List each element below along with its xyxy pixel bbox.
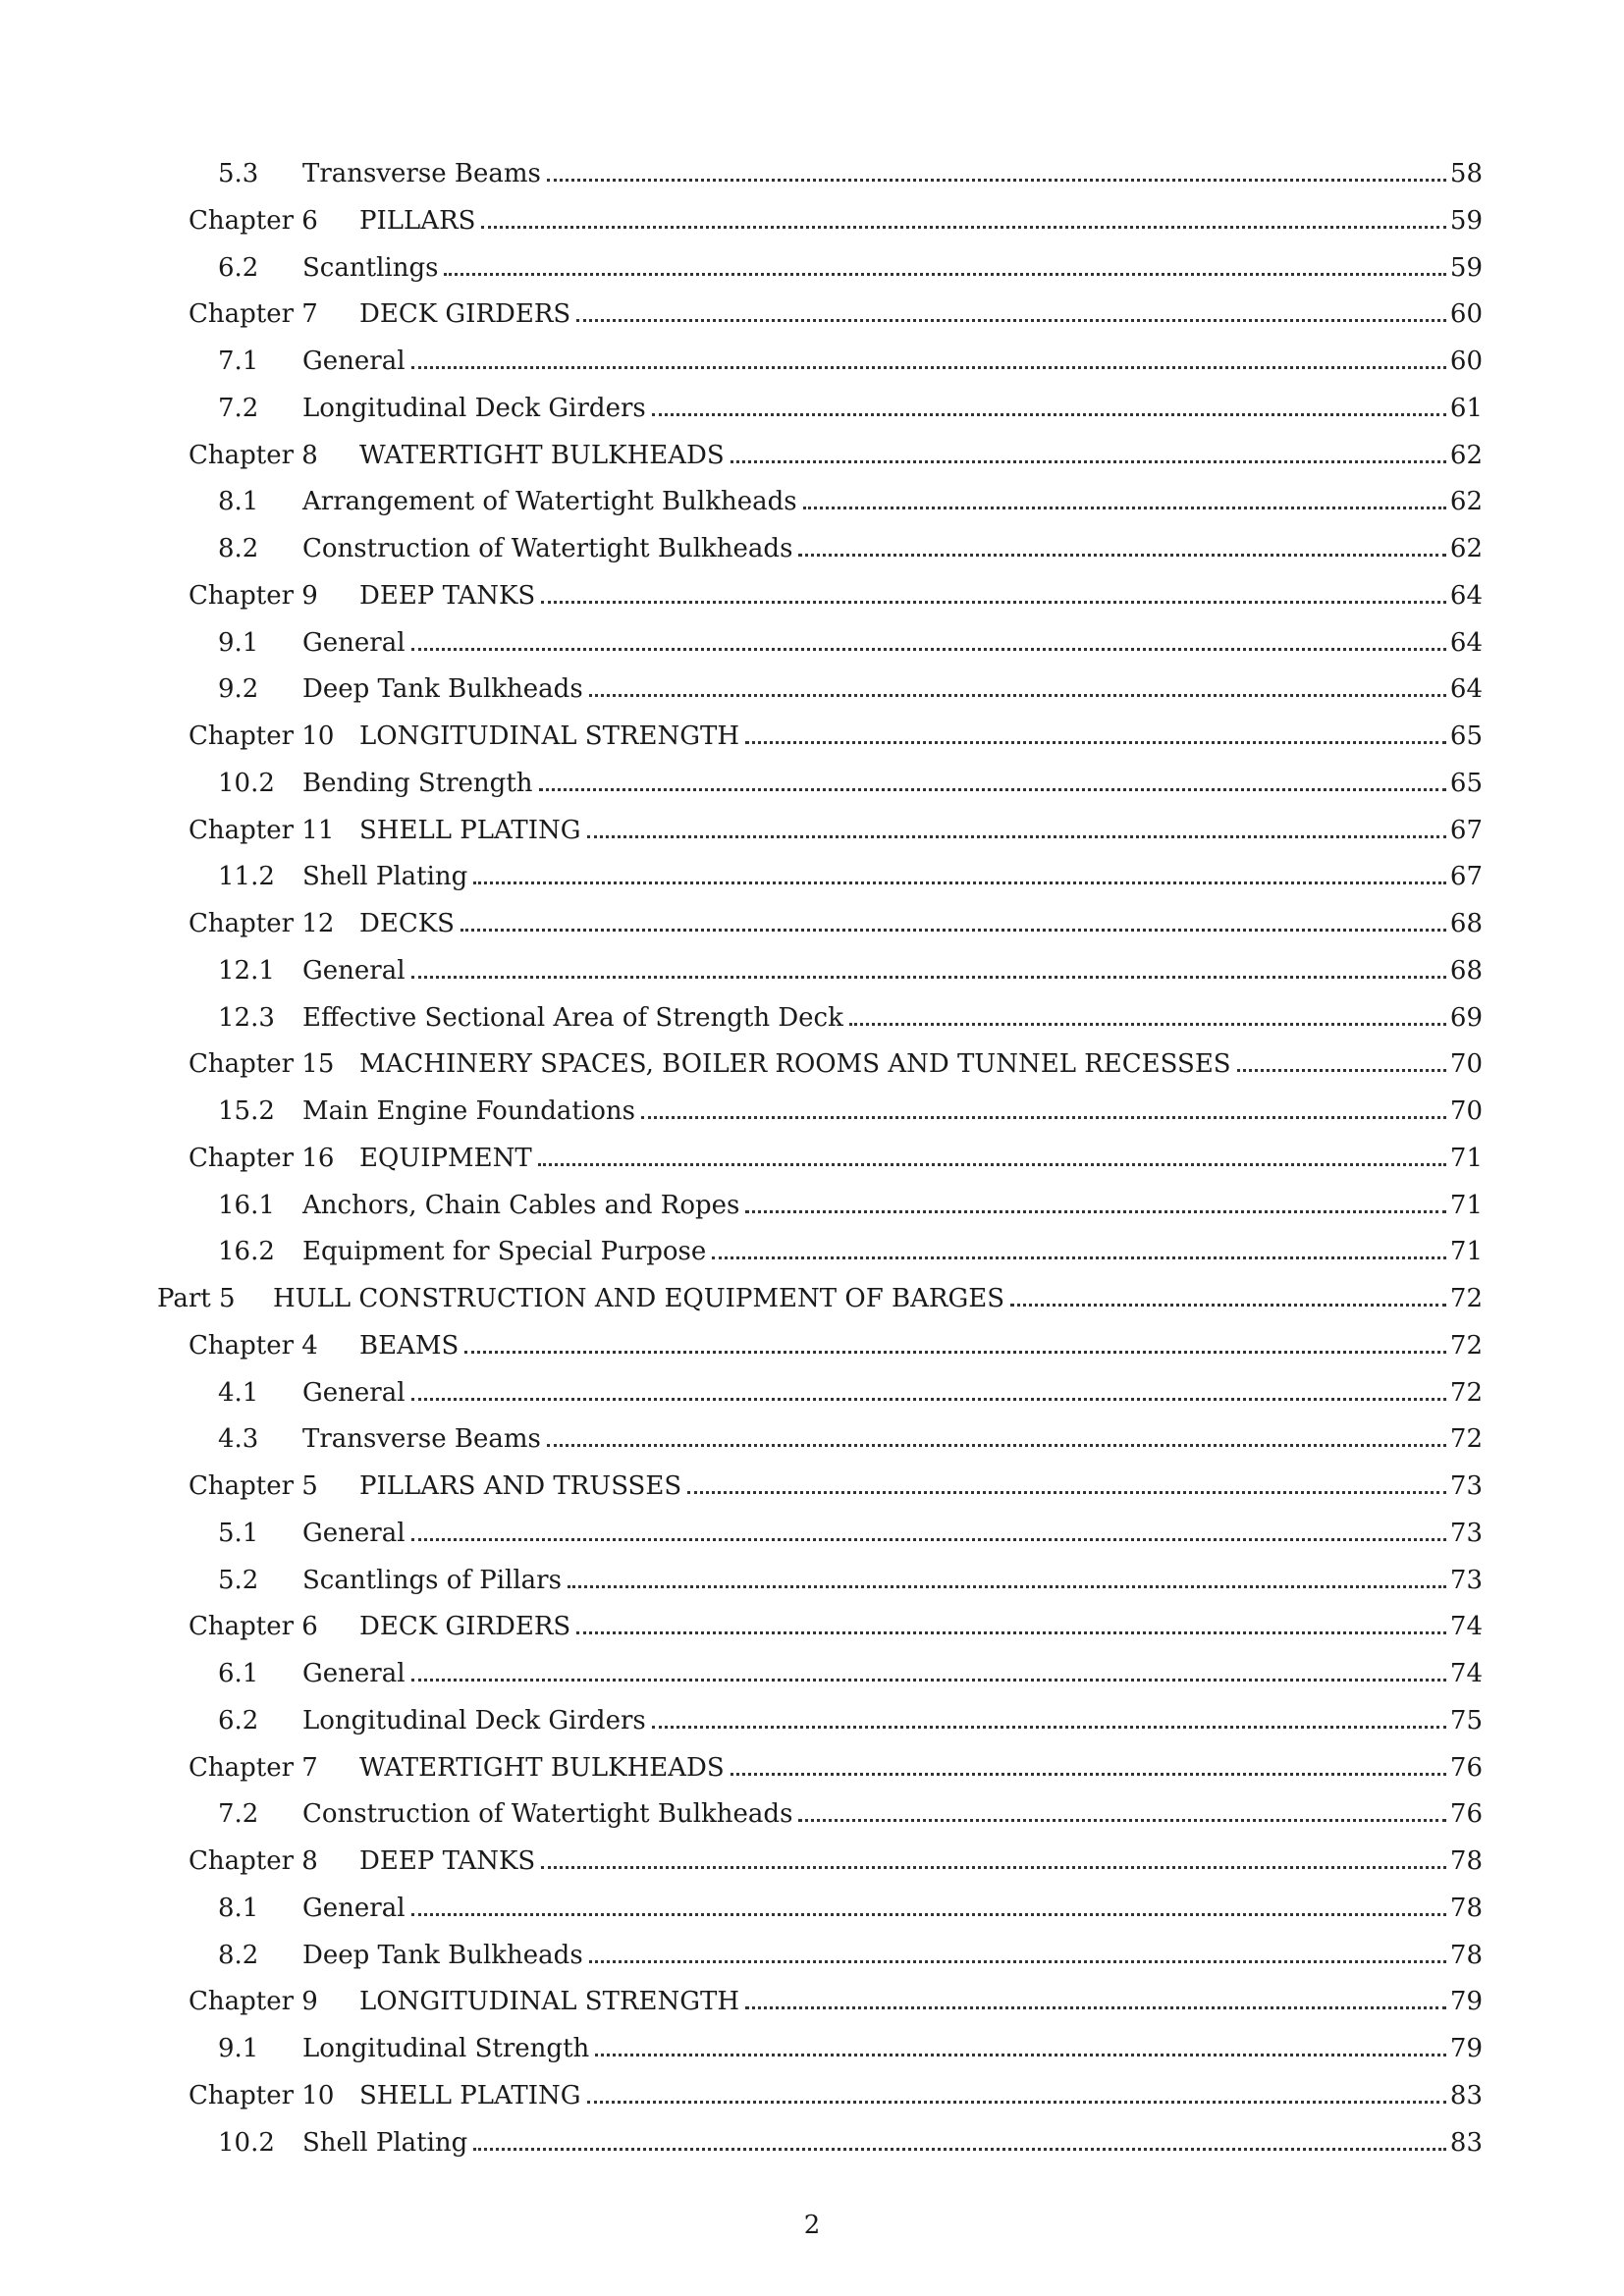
dot-leader (539, 788, 1446, 791)
toc-entry-title: Anchors, Chain Cables and Ropes (302, 1190, 740, 1220)
toc-entry-title: DEEP TANKS (359, 1846, 536, 1876)
toc-entry-title: General (302, 1659, 406, 1688)
toc-entry-section[interactable] (218, 243, 1483, 283)
toc-entry-page: 65 (1449, 768, 1483, 798)
toc-entry-title: Deep Tank Bulkheads (302, 674, 583, 705)
toc-entry-number: Chapter 6 (189, 205, 318, 236)
toc-entry-page: 58 (1449, 159, 1483, 188)
toc-entry-chapter[interactable] (189, 1977, 1483, 2016)
toc-entry-number: 7.1 (218, 347, 259, 376)
toc-entry-chapter[interactable] (189, 1040, 1483, 1079)
toc-entry-number: Chapter 12 (189, 909, 335, 938)
toc-entry-title: Scantlings of Pillars (302, 1565, 562, 1595)
toc-entry-page: 64 (1449, 580, 1483, 611)
dot-leader (687, 1491, 1446, 1494)
toc-entry-page: 72 (1449, 1284, 1483, 1313)
toc-entry-number: 4.1 (218, 1377, 259, 1408)
toc-entry-page: 74 (1449, 1612, 1483, 1642)
toc-entry-title: General (302, 1518, 406, 1548)
dot-leader (464, 1351, 1446, 1354)
toc-entry-number: Chapter 15 (189, 1049, 335, 1080)
toc-entry-title: General (302, 955, 406, 986)
toc-entry-page: 62 (1449, 440, 1483, 470)
dot-leader (589, 694, 1446, 697)
toc-entry-section[interactable] (218, 946, 1483, 986)
toc-entry-section[interactable] (218, 2024, 1483, 2063)
toc-entry-number: Chapter 11 (189, 815, 335, 845)
toc-entry-title: Bending Strength (302, 768, 533, 798)
toc-entry-title: WATERTIGHT BULKHEADS (359, 440, 725, 470)
toc-entry-number: 7.2 (218, 393, 259, 423)
toc-entry-number: 5.2 (218, 1565, 259, 1595)
dot-leader (411, 1679, 1446, 1682)
toc-entry-title: Longitudinal Strength (302, 2034, 590, 2063)
toc-entry-title: SHELL PLATING (359, 815, 581, 845)
toc-entry-title: BEAMS (359, 1330, 460, 1361)
toc-entry-number: Chapter 9 (189, 1987, 318, 2017)
toc-entry-page: 78 (1449, 1940, 1483, 1970)
toc-entry-title: Longitudinal Deck Girders (302, 1705, 646, 1735)
toc-entry-number: 5.3 (218, 159, 259, 188)
toc-entry-chapter[interactable] (189, 1134, 1483, 1173)
toc-entry-page: 68 (1449, 909, 1483, 938)
dot-leader (731, 1773, 1446, 1776)
toc-entry-page: 60 (1449, 299, 1483, 330)
toc-entry-title: LONGITUDINAL STRENGTH (359, 721, 740, 751)
toc-entry-number: Chapter 6 (189, 1612, 318, 1642)
toc-entry-chapter[interactable] (189, 431, 1483, 470)
dot-leader (652, 1726, 1446, 1729)
toc-entry-number: 8.2 (218, 534, 259, 563)
dot-leader (641, 1116, 1446, 1119)
toc-entry-section[interactable] (218, 2118, 1483, 2158)
toc-entry-number: 5.1 (218, 1518, 259, 1548)
toc-entry-section[interactable] (218, 618, 1483, 658)
toc-entry-number: Chapter 9 (189, 580, 318, 611)
dot-leader (411, 976, 1446, 979)
dot-leader (803, 507, 1446, 509)
toc-entry-number: Chapter 16 (189, 1143, 335, 1173)
dot-leader (745, 2006, 1446, 2009)
toc-entry-number: Chapter 4 (189, 1330, 318, 1361)
toc-entry-page: 75 (1449, 1705, 1483, 1735)
toc-entry-title: DECKS (359, 909, 455, 938)
toc-entry-title: PILLARS (359, 205, 476, 236)
toc-entry-number: 12.3 (218, 1002, 275, 1033)
toc-entry-chapter[interactable] (189, 899, 1483, 938)
toc-entry-number: Chapter 10 (189, 721, 335, 751)
toc-entry-section[interactable] (218, 1931, 1483, 1970)
toc-entry-page: 73 (1449, 1518, 1483, 1548)
toc-entry-number: 7.2 (218, 1799, 259, 1830)
toc-entry-page: 78 (1449, 1893, 1483, 1923)
toc-entry-title: Transverse Beams (302, 1424, 541, 1455)
toc-entry-number: 11.2 (218, 862, 275, 892)
toc-entry-number: 9.1 (218, 2034, 259, 2063)
dot-leader (538, 1163, 1446, 1166)
toc-entry-number: Chapter 8 (189, 1846, 318, 1876)
toc-entry-section[interactable] (218, 384, 1483, 423)
toc-entry-number: 9.2 (218, 674, 259, 705)
dot-leader (587, 2101, 1446, 2104)
toc-entry-chapter[interactable] (189, 2071, 1483, 2110)
dot-leader (589, 1960, 1446, 1963)
dot-leader (473, 2148, 1446, 2151)
toc-entry-page: 62 (1449, 534, 1483, 563)
toc-entry-number: 10.2 (218, 2127, 275, 2158)
dot-leader (1237, 1069, 1446, 1072)
dot-leader (547, 179, 1446, 182)
toc-entry-title: Shell Plating (302, 2127, 468, 2158)
toc-entry-page: 70 (1449, 1096, 1483, 1126)
toc-entry-title: General (302, 347, 406, 376)
toc-entry-number: 8.2 (218, 1940, 259, 1970)
toc-entry-number: Chapter 8 (189, 440, 318, 470)
toc-entry-chapter[interactable] (189, 1743, 1483, 1783)
toc-entry-title: Arrangement of Watertight Bulkheads (302, 487, 797, 517)
toc-entry-page: 83 (1449, 2127, 1483, 2158)
dot-leader (411, 1913, 1446, 1916)
toc-entry-title: SHELL PLATING (359, 2080, 581, 2110)
dot-leader (595, 2054, 1446, 2056)
toc-entry-number: 10.2 (218, 768, 275, 798)
toc-entry-section[interactable] (218, 1509, 1483, 1548)
toc-entry-chapter[interactable] (189, 806, 1483, 845)
toc-entry-number: Chapter 5 (189, 1471, 318, 1501)
toc-entry-page: 64 (1449, 674, 1483, 705)
toc-entry-page: 64 (1449, 627, 1483, 658)
toc-entry-section[interactable] (218, 149, 1483, 188)
toc-entry-title: MACHINERY SPACES, BOILER ROOMS AND TUNNEL RECESSES (359, 1049, 1231, 1080)
toc-entry-page: 72 (1449, 1330, 1483, 1361)
toc-entry-section[interactable] (218, 852, 1483, 891)
toc-entry-chapter[interactable] (189, 1602, 1483, 1641)
toc-entry-page: 69 (1449, 1002, 1483, 1033)
toc-entry-page: 83 (1449, 2080, 1483, 2110)
toc-entry-chapter[interactable] (189, 1837, 1483, 1876)
dot-leader (547, 1444, 1446, 1447)
dot-leader (481, 226, 1445, 229)
toc-entry-title: Effective Sectional Area of Strength Deck (302, 1002, 843, 1033)
toc-entry-title: Transverse Beams (302, 159, 541, 188)
dot-leader (652, 413, 1446, 416)
toc-entry-page: 59 (1449, 205, 1483, 236)
toc-entry-page: 72 (1449, 1377, 1483, 1408)
toc-entry-section[interactable] (218, 1227, 1483, 1266)
toc-entry-page: 60 (1449, 347, 1483, 376)
toc-entry-number: 8.1 (218, 487, 259, 517)
toc-entry-number: 16.1 (218, 1190, 275, 1220)
toc-entry-title: DECK GIRDERS (359, 299, 571, 330)
toc-entry-title: Longitudinal Deck Girders (302, 393, 646, 423)
toc-entry-page: 70 (1449, 1049, 1483, 1080)
toc-entry-title: Scantlings (302, 252, 439, 283)
toc-entry-section[interactable] (218, 524, 1483, 563)
toc-entry-title: General (302, 1377, 406, 1408)
toc-entry-section[interactable] (218, 1696, 1483, 1735)
toc-entry-number: Part 5 (157, 1284, 236, 1313)
toc-entry-chapter[interactable] (189, 712, 1483, 751)
toc-entry-chapter[interactable] (189, 1321, 1483, 1361)
toc-entry-title: DEEP TANKS (359, 580, 536, 611)
toc-entry-number: Chapter 7 (189, 299, 318, 330)
toc-entry-title: Shell Plating (302, 862, 468, 892)
toc-entry-page: 67 (1449, 862, 1483, 892)
toc-entry-title: EQUIPMENT (359, 1143, 532, 1173)
dot-leader (541, 1866, 1446, 1869)
dot-leader (568, 1585, 1446, 1588)
toc-entry-chapter[interactable] (189, 290, 1483, 329)
dot-leader (712, 1256, 1446, 1259)
toc-entry-section[interactable] (218, 1649, 1483, 1688)
toc-entry-section[interactable] (218, 759, 1483, 798)
toc-entry-number: Chapter 7 (189, 1752, 318, 1783)
toc-entry-chapter[interactable] (189, 196, 1483, 236)
toc-entry-page: 73 (1449, 1471, 1483, 1501)
dot-leader (576, 319, 1446, 322)
toc-entry-page: 73 (1449, 1565, 1483, 1595)
dot-leader (411, 1398, 1446, 1401)
dot-leader (411, 1538, 1446, 1541)
page-number: 2 (803, 2211, 821, 2240)
toc-entry-number: 9.1 (218, 627, 259, 658)
toc-entry-section[interactable] (218, 1884, 1483, 1923)
toc-entry-chapter[interactable] (189, 571, 1483, 611)
dot-leader (745, 1210, 1446, 1213)
dot-leader (587, 835, 1446, 838)
toc-entry-number: 6.2 (218, 1705, 259, 1735)
toc-entry-title: HULL CONSTRUCTION AND EQUIPMENT OF BARGES (273, 1284, 1005, 1313)
toc-entry-page: 62 (1449, 487, 1483, 517)
toc-entry-title: Construction of Watertight Bulkheads (302, 1799, 793, 1830)
toc-entry-page: 68 (1449, 955, 1483, 986)
dot-leader (460, 929, 1446, 932)
toc-entry-number: 12.1 (218, 955, 275, 986)
toc-entry-section[interactable] (218, 337, 1483, 376)
toc-entry-page: 74 (1449, 1659, 1483, 1688)
toc-entry-section[interactable] (218, 1415, 1483, 1454)
toc-entry-section[interactable] (218, 993, 1483, 1033)
toc-entry-title: LONGITUDINAL STRENGTH (359, 1987, 740, 2017)
toc-entry-page: 79 (1449, 2034, 1483, 2063)
toc-entry-number: Chapter 10 (189, 2080, 335, 2110)
toc-entry-page: 78 (1449, 1846, 1483, 1876)
toc-entry-number: 8.1 (218, 1893, 259, 1923)
toc-entry-section[interactable] (218, 1368, 1483, 1408)
toc-entry-title: General (302, 627, 406, 658)
toc-entry-page: 72 (1449, 1424, 1483, 1455)
toc-entry-number: 6.2 (218, 252, 259, 283)
toc-entry-page: 76 (1449, 1752, 1483, 1783)
toc-entry-title: DECK GIRDERS (359, 1612, 571, 1642)
dot-leader (798, 1819, 1445, 1822)
dot-leader (849, 1023, 1446, 1026)
toc-entry-chapter[interactable] (189, 1462, 1483, 1501)
dot-leader (798, 554, 1445, 557)
toc-entry-title: Construction of Watertight Bulkheads (302, 534, 793, 563)
dot-leader (1010, 1304, 1446, 1307)
toc-entry-title: Main Engine Foundations (302, 1096, 635, 1126)
dot-leader (411, 648, 1446, 651)
dot-leader (576, 1631, 1446, 1634)
toc-entry-page: 79 (1449, 1987, 1483, 2017)
dot-leader (541, 601, 1446, 604)
toc-entry-part[interactable] (157, 1274, 1483, 1313)
toc-entry-number: 4.3 (218, 1424, 259, 1455)
toc-entry-page: 61 (1449, 393, 1483, 423)
toc-entry-page: 59 (1449, 252, 1483, 283)
toc-entry-page: 76 (1449, 1799, 1483, 1830)
toc-entry-section[interactable] (218, 477, 1483, 516)
toc-entry-number: 15.2 (218, 1096, 275, 1126)
toc-entry-page: 71 (1449, 1143, 1483, 1173)
toc-entry-section[interactable] (218, 1181, 1483, 1220)
toc-entry-page: 71 (1449, 1190, 1483, 1220)
toc-entry-title: Deep Tank Bulkheads (302, 1940, 583, 1970)
toc-entry-page: 67 (1449, 815, 1483, 845)
toc-entry-title: WATERTIGHT BULKHEADS (359, 1752, 725, 1783)
toc-entry-section[interactable] (218, 1087, 1483, 1126)
toc-entry-title: General (302, 1893, 406, 1923)
toc-entry-number: 6.1 (218, 1659, 259, 1688)
toc-entry-section[interactable] (218, 1556, 1483, 1595)
dot-leader (745, 741, 1446, 744)
toc-entry-title: PILLARS AND TRUSSES (359, 1471, 682, 1501)
toc-entry-section[interactable] (218, 665, 1483, 704)
dot-leader (444, 273, 1445, 276)
dot-leader (473, 881, 1446, 884)
toc-entry-page: 65 (1449, 721, 1483, 751)
toc-entry-page: 71 (1449, 1237, 1483, 1267)
toc-entry-section[interactable] (218, 1789, 1483, 1829)
toc-entry-number: 16.2 (218, 1237, 275, 1267)
dot-leader (731, 460, 1446, 463)
toc-entry-title: Equipment for Special Purpose (302, 1237, 707, 1267)
dot-leader (411, 366, 1446, 369)
